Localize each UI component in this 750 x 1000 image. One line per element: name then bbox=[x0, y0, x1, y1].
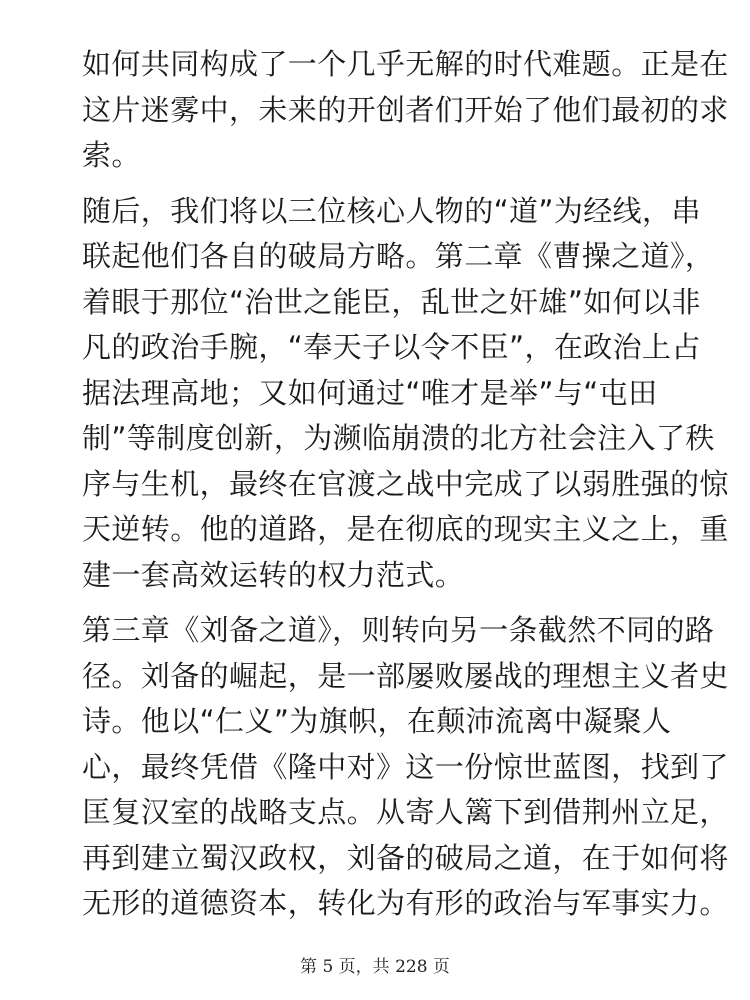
text-line: 联起他们各自的破局方略。第二章《曹操之道》， bbox=[82, 239, 715, 273]
body-text bbox=[82, 42, 729, 937]
text-line: 索。 bbox=[82, 138, 141, 172]
text-line: 凡的政治手腕，“奉天子以令不臣”，在政治上占 bbox=[82, 330, 701, 364]
text-line: 第三章《刘备之道》，则转向另一条截然不同的路 bbox=[82, 613, 715, 647]
text-line: 诗。他以“仁义”为旗帜，在颠沛流离中凝聚人 bbox=[82, 704, 672, 738]
text-line: 随后，我们将以三位核心人物的“道”为经线，串 bbox=[82, 193, 701, 228]
paragraph bbox=[82, 608, 729, 927]
text-line: 无形的道德资本，转化为有形的政治与军事实力。 bbox=[82, 886, 729, 920]
paragraph bbox=[82, 189, 729, 599]
text-line: 再到建立蜀汉政权，刘备的破局之道，在于如何将 bbox=[82, 840, 729, 875]
paragraph bbox=[82, 42, 729, 179]
text-line: 匡复汉室的战略支点。从寄人篱下到借荆州立足， bbox=[82, 795, 729, 829]
text-line: 据法理高地；又如何通过“唯才是举”与“屯田 bbox=[82, 375, 658, 410]
text-line: 序与生机，最终在官渡之战中完成了以弱胜强的惊 bbox=[82, 466, 729, 501]
text-line: 着眼于那位“治世之能臣，乱世之奸雄”如何以非 bbox=[82, 284, 701, 319]
text-line: 制”等制度创新，为濒临崩溃的北方社会注入了秩 bbox=[82, 421, 715, 455]
text-line: 心，最终凭借《隆中对》这一份惊世蓝图，找到了 bbox=[82, 749, 729, 784]
page-number-footer: 第 5 页，共 228 页 bbox=[300, 957, 450, 977]
text-line: 径。刘备的崛起，是一部屡败屡战的理想主义者史 bbox=[82, 658, 729, 693]
text-line: 建一套高效运转的权力范式。 bbox=[82, 557, 465, 592]
text-line: 这片迷雾中，未来的开创者们开始了他们最初的求 bbox=[82, 92, 729, 127]
text-line: 如何共同构成了一个几乎无解的时代难题。正是在 bbox=[82, 47, 729, 81]
text-line: 天逆转。他的道路，是在彻底的现实主义之上，重 bbox=[82, 512, 729, 546]
